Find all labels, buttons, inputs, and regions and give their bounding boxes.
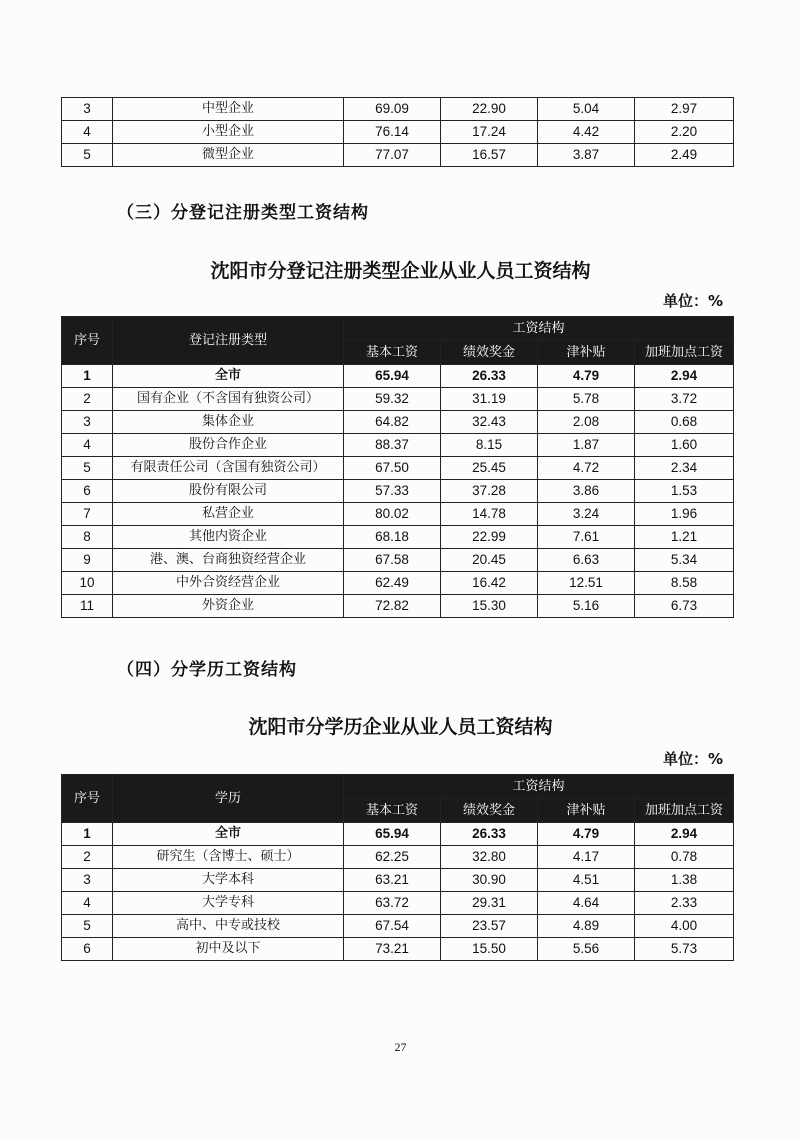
row-category: 研究生（含博士、硕士）: [113, 846, 344, 869]
registration-type-wage-table: [61, 316, 734, 618]
row-category: 高中、中专或技校: [113, 915, 344, 938]
unit-label-education: 单位：%: [662, 750, 723, 768]
row-number: 5: [62, 457, 113, 480]
header-allowance: 津补贴: [538, 341, 635, 365]
overtime-pay-value: 1.96: [635, 503, 734, 526]
row-category: 微型企业: [113, 144, 344, 167]
overtime-pay-value: 1.60: [635, 434, 734, 457]
performance-bonus-value: 8.15: [441, 434, 538, 457]
row-category: 大学本科: [113, 869, 344, 892]
row-number: 9: [62, 549, 113, 572]
allowance-value: 5.78: [538, 388, 635, 411]
basic-wage-value: 72.82: [344, 595, 441, 618]
section-4-heading: （四）分学历工资结构: [117, 660, 297, 680]
overtime-pay-value: 0.68: [635, 411, 734, 434]
header-basic-wage: 基本工资: [344, 799, 441, 823]
allowance-value: 3.87: [538, 144, 635, 167]
basic-wage-value: 65.94: [344, 823, 441, 846]
header-group: 工资结构: [344, 317, 734, 341]
table-row: [62, 846, 734, 869]
table-row: [62, 434, 734, 457]
row-number: 1: [62, 365, 113, 388]
row-number: 1: [62, 823, 113, 846]
table-row: [62, 411, 734, 434]
overtime-pay-value: 2.33: [635, 892, 734, 915]
row-number: 11: [62, 595, 113, 618]
header-no: 序号: [62, 775, 113, 823]
performance-bonus-value: 30.90: [441, 869, 538, 892]
table-row: [62, 823, 734, 846]
row-number: 2: [62, 388, 113, 411]
table-row: [62, 595, 734, 618]
basic-wage-value: 80.02: [344, 503, 441, 526]
row-number: 6: [62, 480, 113, 503]
section-3-heading: （三）分登记注册类型工资结构: [117, 203, 369, 223]
row-number: 10: [62, 572, 113, 595]
overtime-pay-value: 1.38: [635, 869, 734, 892]
performance-bonus-value: 20.45: [441, 549, 538, 572]
page-number: 27: [394, 1040, 407, 1054]
header-basic-wage: 基本工资: [344, 341, 441, 365]
basic-wage-value: 67.50: [344, 457, 441, 480]
row-category: 港、澳、台商独资经营企业: [113, 549, 344, 572]
basic-wage-value: 76.14: [344, 121, 441, 144]
row-category: 初中及以下: [113, 938, 344, 961]
table-title-education: 沈阳市分学历企业从业人员工资结构: [248, 716, 553, 738]
table-row: [62, 121, 734, 144]
row-category: 集体企业: [113, 411, 344, 434]
header-group: 工资结构: [344, 775, 734, 799]
table-row: [62, 526, 734, 549]
performance-bonus-value: 17.24: [441, 121, 538, 144]
performance-bonus-value: 14.78: [441, 503, 538, 526]
row-category: 其他内资企业: [113, 526, 344, 549]
performance-bonus-value: 16.42: [441, 572, 538, 595]
allowance-value: 4.42: [538, 121, 635, 144]
row-number: 7: [62, 503, 113, 526]
row-number: 4: [62, 434, 113, 457]
allowance-value: 2.08: [538, 411, 635, 434]
row-category: 中型企业: [113, 98, 344, 121]
row-number: 3: [62, 869, 113, 892]
overtime-pay-value: 3.72: [635, 388, 734, 411]
overtime-pay-value: 8.58: [635, 572, 734, 595]
overtime-pay-value: 5.34: [635, 549, 734, 572]
allowance-value: 4.89: [538, 915, 635, 938]
allowance-value: 3.24: [538, 503, 635, 526]
basic-wage-value: 63.72: [344, 892, 441, 915]
performance-bonus-value: 16.57: [441, 144, 538, 167]
performance-bonus-value: 32.43: [441, 411, 538, 434]
performance-bonus-value: 23.57: [441, 915, 538, 938]
row-category: 外资企业: [113, 595, 344, 618]
allowance-value: 1.87: [538, 434, 635, 457]
row-category: 大学专科: [113, 892, 344, 915]
row-number: 8: [62, 526, 113, 549]
table-row: [62, 457, 734, 480]
overtime-pay-value: 2.20: [635, 121, 734, 144]
basic-wage-value: 64.82: [344, 411, 441, 434]
overtime-pay-value: 1.53: [635, 480, 734, 503]
row-category: 有限责任公司（含国有独资公司）: [113, 457, 344, 480]
size-wage-table: [61, 97, 734, 167]
allowance-value: 4.51: [538, 869, 635, 892]
header-allowance: 津补贴: [538, 799, 635, 823]
basic-wage-value: 67.54: [344, 915, 441, 938]
performance-bonus-value: 26.33: [441, 365, 538, 388]
row-category: 国有企业（不含国有独资公司）: [113, 388, 344, 411]
allowance-value: 6.63: [538, 549, 635, 572]
unit-label-registration: 单位：%: [662, 292, 723, 310]
performance-bonus-value: 31.19: [441, 388, 538, 411]
row-category: 小型企业: [113, 121, 344, 144]
header-category: 学历: [113, 775, 344, 823]
allowance-value: 4.72: [538, 457, 635, 480]
basic-wage-value: 77.07: [344, 144, 441, 167]
table-row: [62, 503, 734, 526]
overtime-pay-value: 2.34: [635, 457, 734, 480]
row-number: 3: [62, 411, 113, 434]
row-number: 4: [62, 121, 113, 144]
basic-wage-value: 68.18: [344, 526, 441, 549]
basic-wage-value: 57.33: [344, 480, 441, 503]
header-no: 序号: [62, 317, 113, 365]
performance-bonus-value: 29.31: [441, 892, 538, 915]
basic-wage-value: 59.32: [344, 388, 441, 411]
allowance-value: 7.61: [538, 526, 635, 549]
basic-wage-value: 63.21: [344, 869, 441, 892]
table-row: [62, 549, 734, 572]
performance-bonus-value: 22.99: [441, 526, 538, 549]
overtime-pay-value: 2.94: [635, 823, 734, 846]
allowance-value: 4.79: [538, 365, 635, 388]
performance-bonus-value: 15.50: [441, 938, 538, 961]
basic-wage-value: 65.94: [344, 365, 441, 388]
basic-wage-value: 62.25: [344, 846, 441, 869]
row-number: 5: [62, 915, 113, 938]
allowance-value: 5.04: [538, 98, 635, 121]
row-category: 全市: [113, 365, 344, 388]
table-row: [62, 98, 734, 121]
table-row: [62, 938, 734, 961]
allowance-value: 5.16: [538, 595, 635, 618]
table-row: [62, 365, 734, 388]
header-performance-bonus: 绩效奖金: [441, 799, 538, 823]
performance-bonus-value: 22.90: [441, 98, 538, 121]
row-category: 私营企业: [113, 503, 344, 526]
allowance-value: 4.64: [538, 892, 635, 915]
table-row: [62, 480, 734, 503]
overtime-pay-value: 0.78: [635, 846, 734, 869]
basic-wage-value: 69.09: [344, 98, 441, 121]
overtime-pay-value: 2.49: [635, 144, 734, 167]
performance-bonus-value: 37.28: [441, 480, 538, 503]
education-wage-table: [61, 774, 734, 961]
table-row: [62, 892, 734, 915]
row-category: 股份合作企业: [113, 434, 344, 457]
row-category: 中外合资经营企业: [113, 572, 344, 595]
header-overtime-pay: 加班加点工资: [635, 341, 734, 365]
basic-wage-value: 67.58: [344, 549, 441, 572]
row-number: 5: [62, 144, 113, 167]
basic-wage-value: 62.49: [344, 572, 441, 595]
overtime-pay-value: 5.73: [635, 938, 734, 961]
performance-bonus-value: 26.33: [441, 823, 538, 846]
allowance-value: 3.86: [538, 480, 635, 503]
header-performance-bonus: 绩效奖金: [441, 341, 538, 365]
table-row: [62, 869, 734, 892]
basic-wage-value: 73.21: [344, 938, 441, 961]
allowance-value: 5.56: [538, 938, 635, 961]
performance-bonus-value: 32.80: [441, 846, 538, 869]
table-row: [62, 572, 734, 595]
overtime-pay-value: 4.00: [635, 915, 734, 938]
overtime-pay-value: 6.73: [635, 595, 734, 618]
overtime-pay-value: 2.97: [635, 98, 734, 121]
overtime-pay-value: 1.21: [635, 526, 734, 549]
performance-bonus-value: 15.30: [441, 595, 538, 618]
table-row: [62, 144, 734, 167]
overtime-pay-value: 2.94: [635, 365, 734, 388]
allowance-value: 4.17: [538, 846, 635, 869]
row-category: 全市: [113, 823, 344, 846]
row-number: 2: [62, 846, 113, 869]
row-number: 4: [62, 892, 113, 915]
basic-wage-value: 88.37: [344, 434, 441, 457]
row-number: 3: [62, 98, 113, 121]
performance-bonus-value: 25.45: [441, 457, 538, 480]
row-category: 股份有限公司: [113, 480, 344, 503]
header-category: 登记注册类型: [113, 317, 344, 365]
header-overtime-pay: 加班加点工资: [635, 799, 734, 823]
allowance-value: 12.51: [538, 572, 635, 595]
table-row: [62, 915, 734, 938]
allowance-value: 4.79: [538, 823, 635, 846]
table-row: [62, 388, 734, 411]
table-title-registration: 沈阳市分登记注册类型企业从业人员工资结构: [210, 260, 591, 282]
row-number: 6: [62, 938, 113, 961]
